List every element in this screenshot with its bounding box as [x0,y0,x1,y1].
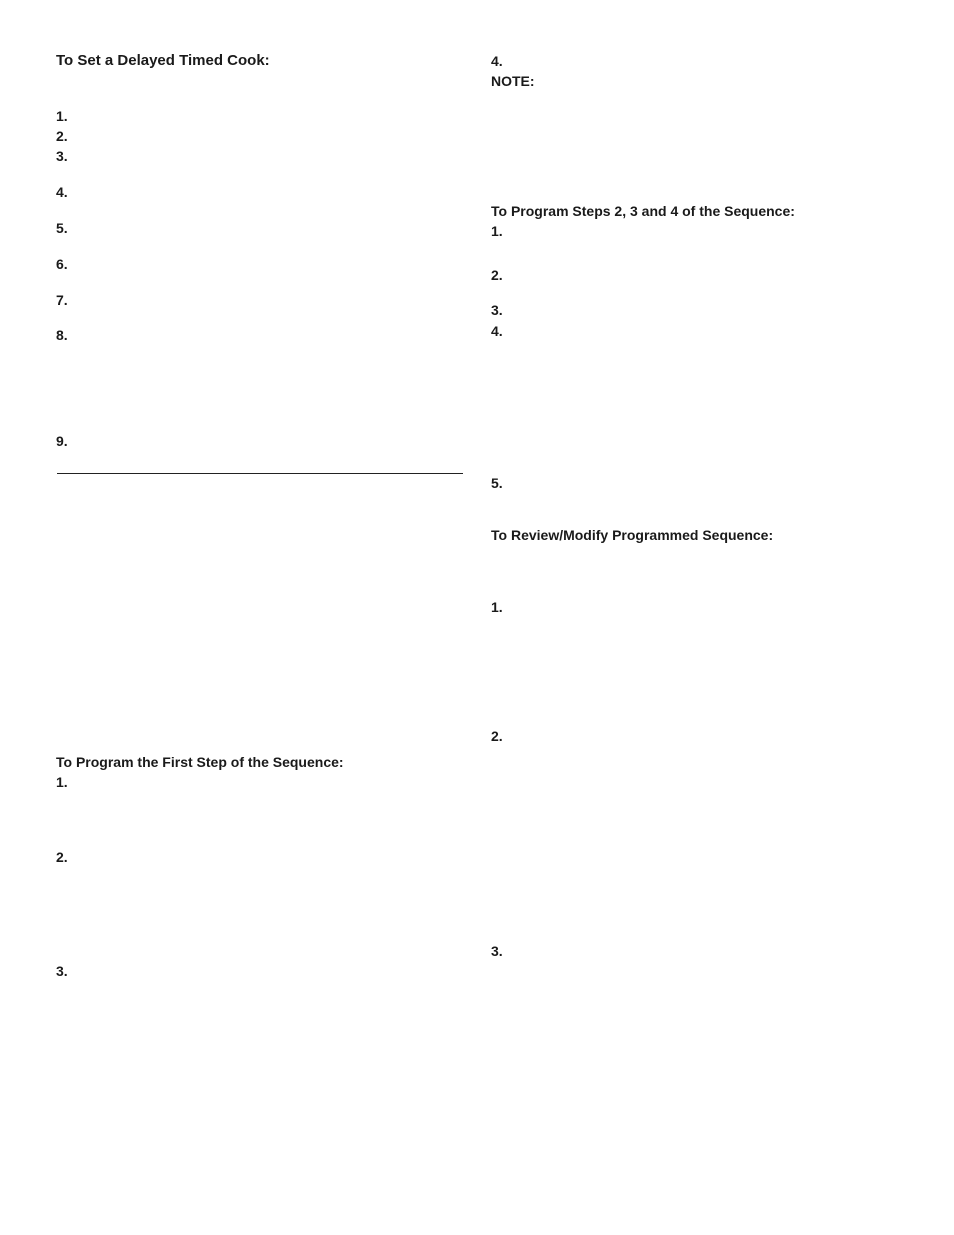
steps-234-number: 1. [491,223,503,239]
steps-234-number: 5. [491,475,503,491]
delayed-step-number: 2. [56,128,68,144]
first-step-number: 3. [56,963,68,979]
review-step-number: 1. [491,599,503,615]
delayed-step-number: 3. [56,148,68,164]
steps-234-number: 3. [491,302,503,318]
delayed-timed-cook-heading: To Set a Delayed Timed Cook: [56,52,270,69]
delayed-step-number: 7. [56,292,68,308]
delayed-step-number: 5. [56,220,68,236]
first-step-number: 2. [56,849,68,865]
steps-234-heading: To Program Steps 2, 3 and 4 of the Sequence: [491,203,795,219]
delayed-step-number: 6. [56,256,68,272]
first-step-number: 1. [56,774,68,790]
first-step-heading: To Program the First Step of the Sequence: [56,754,344,770]
note-label: NOTE: [491,73,535,89]
review-step-number: 3. [491,943,503,959]
review-step-number: 2. [491,728,503,744]
steps-234-number: 2. [491,267,503,283]
section-divider [57,473,463,474]
delayed-step-number: 9. [56,433,68,449]
step-number: 4. [491,53,503,69]
delayed-step-number: 1. [56,108,68,124]
delayed-step-number: 4. [56,184,68,200]
review-heading: To Review/Modify Programmed Sequence: [491,527,774,543]
steps-234-number: 4. [491,323,503,339]
delayed-step-number: 8. [56,327,68,343]
